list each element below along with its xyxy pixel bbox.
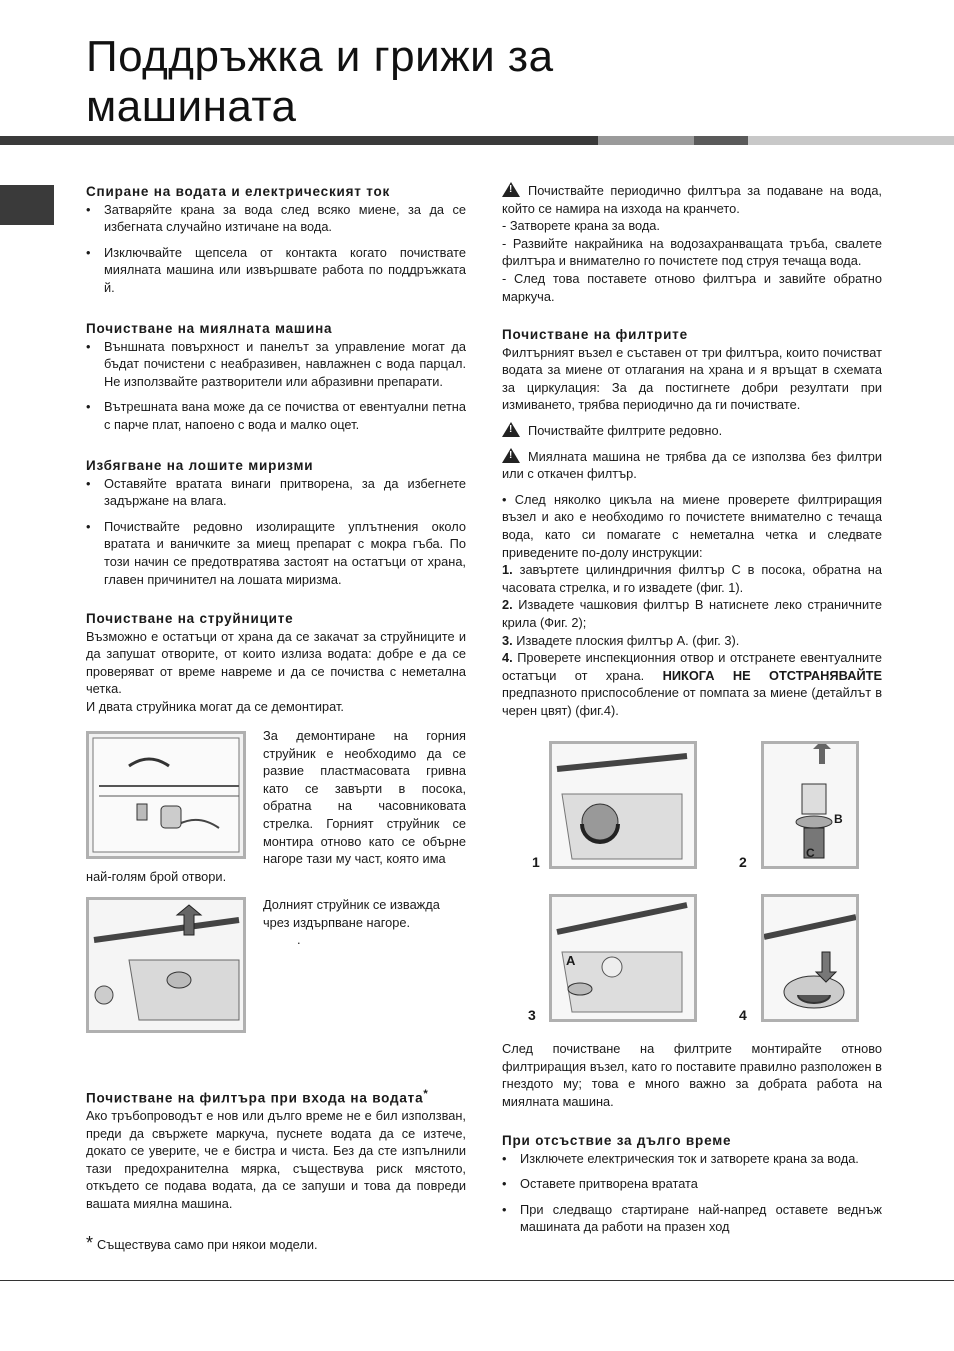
paragraph: За демонтиране на горния струйник е необходимо да се развие пластмасовата гривна като се завърти в посока, обратна на часовниковата стрелка. Горният струйник се монтира отново като се обърне нагоре тази му част, която има xyxy=(263,728,466,867)
page-title xyxy=(86,32,554,132)
list-item: • Външната повърхност и панелът за управление могат да бъдат почистени с неабразивен, навлажнен с вода парцал. Не използвайте разтворители или абразивни препарати. xyxy=(86,338,466,391)
footnote-text: Съществува само при някои модели. xyxy=(97,1237,318,1252)
section-long-absence xyxy=(502,1132,882,1236)
step-text: Извадете плоския филтър А. (фиг. 3). xyxy=(516,632,740,648)
bullet-list xyxy=(502,1150,882,1236)
header-bar-dark-2 xyxy=(694,136,748,145)
section-title-text: Почистване на филтъра при входа на водата xyxy=(86,1090,424,1106)
paragraph: Филтърният възел е съставен от три филтъра, които почистват водата за миене от отлагания на храна и я връщат в схемата за циркулация: За да постигнете добри резултати при измиването, трябва периодично да ги почиствате. xyxy=(502,344,882,413)
paragraph: Ако тръбопроводът е нов или дълго време не е бил използван, преди да свържете маркуча, пуснете водата да се изтече, докато се уверите, че е бистра и чиста. Без да сте изпълнили тази предохранителна мярка, съществува риск мястото, откъдето се подава водата, да се запуши и това да повреди вашата миялна машина. xyxy=(86,1108,466,1212)
list-item: • Вътрешната вана може да се почиства от евентуални петна с парче плат, напоено с вода и малко оцет. xyxy=(86,398,466,433)
asterisk: * xyxy=(423,1088,429,1100)
header-bar-dark xyxy=(0,136,598,145)
section-water-power xyxy=(86,183,466,297)
paragraph: След почистване на филтрите монтирайте отново филтриращия възел, като го поставите правилно разположен в гнездото му; това е много важно за добрата работа на миялната машина. xyxy=(502,1041,882,1109)
warning-text: Миялната машина не трябва да се използва без филтри или с откачен филтър. xyxy=(502,448,882,482)
footer-line xyxy=(0,1280,954,1281)
section-title: Спиране на водата и електрическият ток xyxy=(86,184,391,199)
step-2 xyxy=(502,596,882,631)
section-title: Избягване на лошите миризми xyxy=(86,458,314,473)
lower-spray-arm-illustration xyxy=(89,900,243,1030)
list-item: • Почиствайте редовно изолиращите уплътнения около вратата и ваничките за миещ препарат с мокра гъба. По този начин се предотвратява застоят на остатъци от храна, главен причинител на лошата миризма. xyxy=(86,518,466,588)
paragraph: И двата струйника могат да се демонтират. xyxy=(86,698,344,714)
section-spray-arms xyxy=(86,610,466,716)
section-title: Почистване на филтрите xyxy=(502,327,688,342)
step-number: 1. xyxy=(502,562,513,578)
paragraph: - Развийте накрайника на водозахранващата тръба, свалете филтъра и внимателно го почистете под струя течаща вода. xyxy=(502,235,882,269)
step-text: Извадете чашковия филтър В натиснете леко страничните крила (Фиг. 2); xyxy=(502,597,882,630)
list-item: • Оставяйте вратата винаги притворена, за да избегнете задържане на влага. xyxy=(86,475,466,510)
section-title: Почистване на миялната машина xyxy=(86,321,333,336)
step-text: предпазното приспособление от помпата за миене (детайлът в черен цвят) (фиг.4). xyxy=(502,685,882,718)
warning-icon xyxy=(502,448,520,463)
warning-icon xyxy=(502,422,520,437)
upper-spray-arm-figure xyxy=(86,731,246,859)
step-3 xyxy=(502,632,882,650)
paragraph xyxy=(502,182,882,217)
figure-number: 1 xyxy=(532,854,540,870)
filter-figure-2 xyxy=(761,741,859,869)
filter-fig-1-illustration xyxy=(552,744,694,866)
step-text: завъртете цилиндричния филтър С в посока, обратна на часовата стрелка, и го извадете (фиг. 1). xyxy=(502,562,882,595)
upper-spray-arm-text-cont xyxy=(86,868,466,886)
header-bar-mid xyxy=(598,136,694,145)
paragraph: • След няколко цикъла на миене проверете филтриращия възел и ако е необходимо го почистете внимателно с течаща вода, като си помагате с неметална четка и следвате приведените по-долу инструкции: xyxy=(502,491,882,560)
upper-spray-arm-illustration xyxy=(89,734,243,856)
bullet-list xyxy=(86,475,466,589)
filter-fig-4-illustration xyxy=(764,897,856,1019)
step-number: 2. xyxy=(502,597,513,613)
section-odors xyxy=(86,457,466,588)
list-item: • Изключете електрическия ток и затворете крана за вода. xyxy=(502,1150,882,1168)
step-number: 4. xyxy=(502,650,513,666)
list-item: • Затваряйте крана за вода след всяко миене, за да се избегната случайно изтичане на вода. xyxy=(86,201,466,236)
section-title xyxy=(86,1086,466,1107)
lower-spray-arm-text xyxy=(263,896,466,949)
list-item: • При следващо стартиране най-напред оставете веднъж машината да работи на празен ход xyxy=(502,1201,882,1236)
filter-a-label: A xyxy=(566,953,576,968)
bullet-list xyxy=(86,338,466,434)
paragraph xyxy=(502,448,882,483)
title-line-1: Поддръжка и грижи за xyxy=(86,32,554,81)
filter-figure-4 xyxy=(761,894,859,1022)
header-bar-light xyxy=(748,136,954,145)
step-4 xyxy=(502,649,882,719)
section-title: Почистване на струйниците xyxy=(86,611,294,626)
bullet-list xyxy=(86,201,466,297)
paragraph: Долният струйник се изважда чрез издърпване нагоре. xyxy=(263,897,440,930)
warning-text: Почиствайте периодично филтъра за подаване на вода, който се намира на изхода на кранчето. xyxy=(502,183,882,216)
paragraph xyxy=(86,1235,466,1254)
step-number: 3. xyxy=(502,632,513,648)
paragraph: Възможно е остатъци от храна да се закачат за струйниците и да запушат отворите, от които излиза водата: добре е да се проверяват от време навреме и да се почиства с неметална четка. xyxy=(86,628,466,697)
paragraph xyxy=(502,422,882,440)
list-item: • Изключвайте щепсела от контакта когато почиствате миялната машина или извършвате работа по поддръжката й. xyxy=(86,244,466,297)
filter-figure-3 xyxy=(549,894,697,1022)
section-inlet-filter xyxy=(86,1086,466,1213)
section-filters xyxy=(502,326,882,719)
paragraph: . xyxy=(297,932,301,948)
filter-figure-1 xyxy=(549,741,697,869)
warning-icon xyxy=(502,182,520,197)
asterisk: * xyxy=(86,1233,94,1253)
footnote xyxy=(86,1235,466,1254)
step-1 xyxy=(502,561,882,596)
lower-spray-arm-figure xyxy=(86,897,246,1033)
filter-c-label: C xyxy=(806,846,815,860)
figure-number: 4 xyxy=(739,1007,747,1023)
figure-number: 3 xyxy=(528,1007,536,1023)
filter-b-label: B xyxy=(834,812,843,826)
list-item: • Оставете притворена вратата xyxy=(502,1175,882,1193)
warning-text: Почиствайте филтрите редовно. xyxy=(528,422,723,438)
paragraph: най-голям брой отвори. xyxy=(86,869,227,884)
language-tab xyxy=(0,185,54,225)
section-title: При отсъствие за дълго време xyxy=(502,1133,732,1148)
title-line-2: машината xyxy=(86,82,297,131)
section-filter-reassembly xyxy=(502,1040,882,1110)
figure-number: 2 xyxy=(739,854,747,870)
paragraph: - След това поставете отново филтъра и завийте обратно маркуча. xyxy=(502,270,882,304)
paragraph: - Затворете крана за вода. xyxy=(502,218,660,234)
warning-never-remove: НИКОГА НЕ ОТСТРАНЯВАЙТЕ xyxy=(662,667,882,683)
upper-spray-arm-text xyxy=(263,727,466,868)
step-text: Проверете инспекционния отвор и отстранете евентуалните остатъци от храна. xyxy=(502,650,882,683)
section-inlet-filter-warning xyxy=(502,182,882,305)
section-cleaning-machine xyxy=(86,320,466,434)
